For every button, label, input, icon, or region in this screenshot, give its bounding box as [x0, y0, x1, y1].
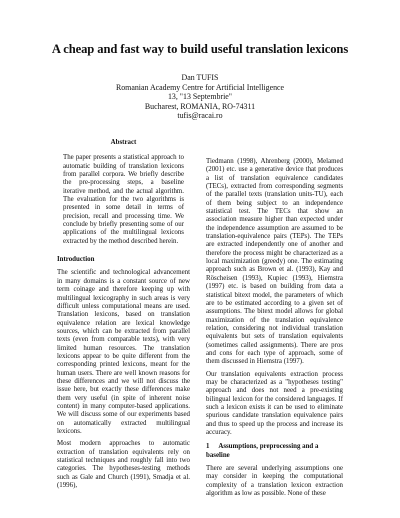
abstract-heading: Abstract [110, 139, 137, 146]
left-column [57, 139, 190, 494]
author-email: tufis@racai.ro [177, 111, 223, 121]
right-paragraph-1: Tiedmann (1998), Ahrenberg (2000), Melamed (2001) etc. use a generative device that produces a list of translation equivalence candidates (TECs), extracted from corresponding segments of the parallel texts (translation units-TU), each of them being subject to an independence statistical test. The TECs that show an association measure higher than expected under the independence assumption are assumed to be translation-equivalence pairs (TEPs). The TEPs are extracted independently one of another and therefore the process might be characterized as a local maximization (greedy) one. The estimating approach such as Brown et al. (1993), Kay and Röscheisen (1993), Kupiec (1993), Hiemstra (1997) etc. is based on building from data a statistical bitext model, the parameters of which are to be estimated according to a given set of assumptions. The bitext model allows for global maximization of the translation equivalence relation, considering not individual translation equivalents but sets of translation equivalents (sometimes called assignments). There are pros and cons for each type of approach, some of them discussed in Hiemstra (1997). [206, 158, 343, 366]
author-block [0, 73, 400, 121]
author-name: Dan TUFIS [181, 73, 219, 82]
paper-title: A cheap and fast way to build useful translation lexicons [51, 42, 349, 56]
author-street: 13, "13 Septembrie" [167, 92, 233, 102]
section-1-heading [206, 443, 343, 460]
introduction-heading: Introduction [57, 256, 95, 264]
right-paragraph-2: Our translation equivalents extraction process may be characterized as a "hypotheses testing" approach and does not need a pre-existing bilingual lexicon for the considered languages. If such a lexicon exists it can be used to eliminate spurious candidate translation equivalence pairs and thus to speed up the process and increase its accuracy. [206, 370, 343, 436]
section-1-title: Assumptions, preprocessing and a baseline [206, 443, 319, 459]
section-1-number: 1 [206, 443, 210, 451]
section-1-paragraph-1: There are several underlying assumptions one may consider in keeping the computational complexity of a translation lexicon extraction algorithm as low as possible. None of these [206, 465, 343, 498]
introduction-paragraph-1: The scientific and technological advancement in many domains is a constant source of new term coinage and therefore keeping up with multilingual lexicography in such areas is very difficult unless computational means are used. Translation lexicons, based on translation equivalence relation are lexical knowledge sources, which can be extracted from parallel texts (even from comparable texts), with very limited human resources. The translation lexicons appear to be quite different from the corresponding printed lexicons, meant for the human users. There are well known reasons for these differences and we will not discuss the issue here, but exactly these differences make them very useful (in spite of inherent noise content) in many computer-based applications. We will discuss some of our experiments based on automatically extracted multilingual lexicons. [57, 269, 190, 435]
author-affiliation: Romanian Academy Centre for Artificial Intelligence [115, 82, 285, 92]
right-column [206, 158, 343, 502]
abstract-text: The paper presents a statistical approach to automatic building of translation lexicons from parallel corpora. We briefly describe the pre-processing steps, a baseline iterative method, and the actual algorithm. The evaluation for the two algorithms is presented in some detail in terms of precision, recall and processing time. We conclude by briefly presenting some of our applications of the multilingual lexicons extracted by the method described herein. [63, 154, 184, 245]
author-city: Bucharest, ROMANIA, RO-74311 [144, 101, 256, 111]
introduction-paragraph-2: Most modern approaches to automatic extraction of translation equivalents rely on statistical techniques and roughly fall into two categories. The hypotheses-testing methods such as Gale and Church (1991), Smadja et al. (1996), [57, 440, 190, 490]
